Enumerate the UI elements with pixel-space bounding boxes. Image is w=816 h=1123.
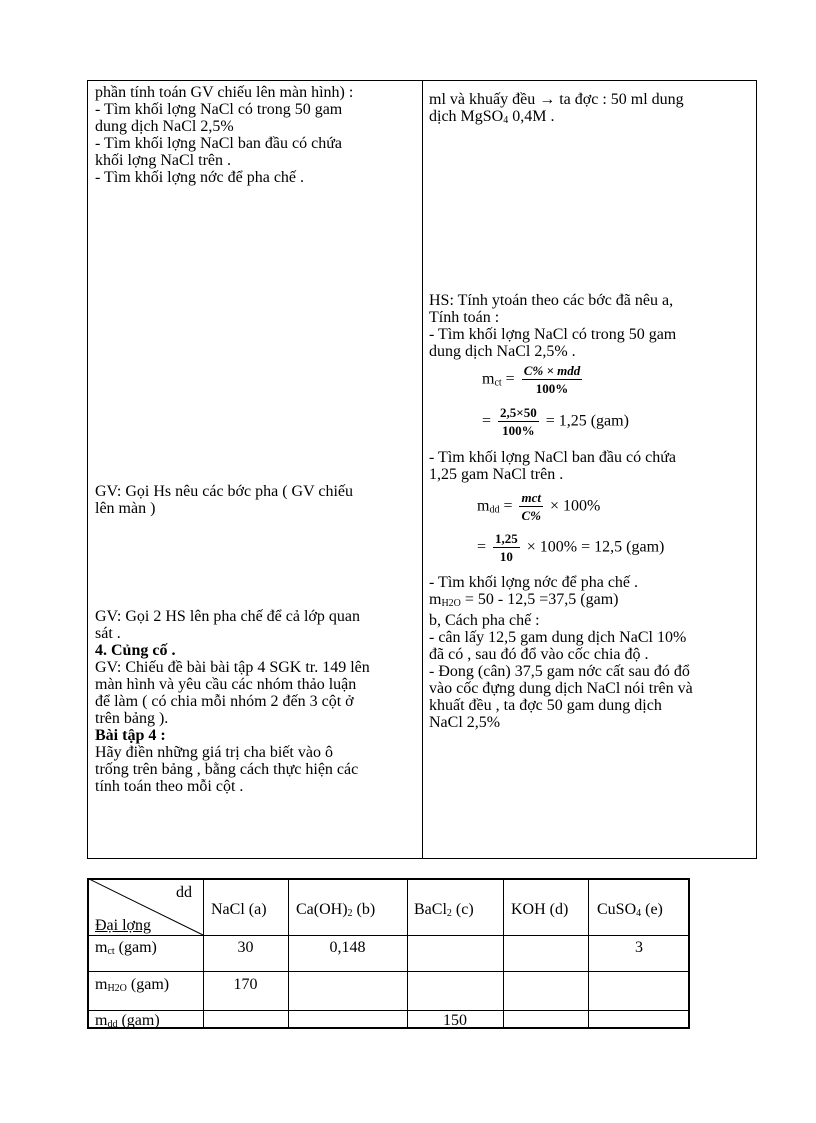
column-divider [422,80,423,859]
table-cell: 0,148 [329,939,366,956]
fraction [493,531,520,565]
text-line: dung dịch NaCl 2,5% . [429,343,576,360]
text-line: GV: Gọi Hs nêu các bớc pha ( GV chiếu [95,483,354,500]
subscript: H2O [441,598,461,609]
table-vline [407,878,408,1029]
text-span: (b) [352,901,376,918]
corner-top-label: dd [176,884,192,901]
row-label-mct [95,939,157,957]
fraction [498,405,539,439]
subscript: 4 [636,908,642,919]
text-line [429,91,751,108]
left-block-2 [95,483,415,517]
text-span: (gam) [114,939,157,956]
subscript: dd [107,1019,118,1030]
text-span: m [95,939,108,956]
denominator: 10 [499,549,513,564]
text-span: m [95,1012,108,1029]
text-span: (gam) [126,976,170,993]
denominator: 100% [535,381,569,396]
section-heading-cung-co: 4. Củng cố . [95,642,176,659]
fraction [522,363,583,397]
subscript: dd [489,504,500,516]
numerator: 2,5×50 [500,405,537,420]
text-line: - Tìm khối lợng NaCl có trong 50 gam [429,326,677,343]
subscript: 4 [503,115,509,126]
text-line: trên bảng ). [95,710,169,727]
text-line: GV: Gọi 2 HS lên pha chế để cả lớp quan [95,608,360,625]
subscript: 2 [446,908,452,919]
formula-result: = 1,25 (gam) [545,412,629,430]
text-line: khối lợng NaCl trên . [95,152,231,169]
table-cell: 150 [443,1012,467,1029]
text-line: Tính toán : [429,309,500,326]
text-span: 0,4M . [508,108,555,125]
formula-mdd [477,490,600,524]
header-cuso4 [597,901,663,919]
header-bacl2 [414,901,474,919]
subscript: ct [494,377,502,389]
table-hline [87,971,690,972]
text-line: vào cốc đựng dung dịch NaCl nói trên và [429,680,693,697]
equals-sign: = [503,497,513,515]
row-label-mdd [95,1012,160,1030]
equals-sign: = [505,370,515,388]
arrow-icon: → [539,91,556,108]
denominator: C% [521,508,541,523]
text-span: BaCl [414,901,447,918]
table-hline [87,1010,690,1011]
text-line: để làm ( có chia mỗi nhóm 2 đến 3 cột ở [95,693,354,710]
text-line [429,591,751,612]
corner-bottom-label: Đại lợng [95,917,152,934]
text-line: tính toán theo mỗi cột . [95,778,244,795]
table-vline [503,878,504,1029]
numerator: C% × mdd [523,363,581,378]
formula-mct [482,363,585,397]
header-nacl [211,901,267,919]
header-koh [511,901,568,919]
formula-lhs: m [482,370,495,388]
text-line: 1,25 gam NaCl trên . [429,466,564,483]
text-span: (gam) [117,1012,160,1029]
text-line: b, Cách pha chế : [429,612,540,629]
text-line: trống trên bảng , bằng cách thực hiện các [95,761,359,778]
right-block-hs [429,292,751,360]
section-heading-bai-tap: Bài tập 4 : [95,727,166,744]
text-line: đã có , sau đó đổ vào cốc chia độ . [429,646,649,663]
text-span: Ca(OH) [296,901,348,918]
text-line: phần tính toán GV chiếu lên màn hình) : [95,84,354,101]
row-label-mh2o [95,976,169,994]
header-caoh2 [296,901,375,919]
left-block-1 [95,84,415,186]
text-line: GV: Chiếu đề bài bài tập 4 SGK tr. 149 lên [95,659,370,676]
text-line: - Tìm khối lợng NaCl có trong 50 gam [95,101,343,118]
text-line: - cân lấy 12,5 gam dung dịch NaCl 10% [429,629,687,646]
text-line: lên màn ) [95,500,156,517]
table-cell: 170 [233,976,258,993]
right-block-mid [429,449,751,483]
table-cell: 3 [635,939,643,956]
text-span: CuSO [597,901,637,918]
text-span: dịch MgSO [429,108,504,125]
text-span: ta đợc : 50 ml dung [559,91,684,108]
text-span: (e) [641,901,663,918]
text-line: - Đong (cân) 37,5 gam nớc cất sau đó đổ [429,663,690,680]
subscript: 2 [347,908,353,919]
numerator: 1,25 [495,531,518,546]
text-line: HS: Tính ytoán theo các bớc đã nêu a, [429,292,674,309]
denominator: 100% [502,423,535,438]
text-line: dung dịch NaCl 2,5% [95,118,234,135]
text-line: màn hình và yêu cầu các nhóm thảo luận [95,676,357,693]
text-span: m [95,976,108,993]
formula-mdd-result [477,531,664,565]
right-block-bottom [429,574,751,731]
text-line: Hãy điền những giá trị cha biết vào ô [95,744,333,761]
text-line: - Tìm khối lợng nớc để pha chế . [95,169,305,186]
text-line [429,108,751,129]
text-span: KOH (d) [511,901,569,918]
subscript: H2O [107,983,127,994]
fraction [519,490,543,524]
text-line: sát . [95,625,121,642]
formula-lhs: m [477,497,490,515]
numerator: mct [521,490,541,505]
text-line: - Tìm khối lợng NaCl ban đầu có chứa [429,449,677,466]
right-block-top [429,91,751,129]
text-line: khuất đều , ta đợc 50 gam dung dịch [429,697,662,714]
text-span: NaCl (a) [211,901,267,918]
text-span: m [429,591,442,608]
left-block-3 [95,608,415,795]
subscript: ct [107,946,115,957]
formula-tail: × 100% = 12,5 (gam) [526,538,665,556]
table-cell: 30 [237,939,254,956]
text-line: NaCl 2,5% [429,714,501,731]
text-span: ml và khuấy đều [429,91,536,108]
text-span: = 50 - 12,5 =37,5 (gam) [460,591,619,608]
formula-tail: × 100% [549,497,601,515]
formula-mct-result [482,405,629,439]
text-span: (c) [451,901,474,918]
equals-sign: = [482,412,492,430]
text-line: - Tìm khối lợng nớc để pha chế . [429,574,639,591]
text-line: - Tìm khối lợng NaCl ban đầu có chứa [95,135,343,152]
equals-sign: = [477,538,487,556]
